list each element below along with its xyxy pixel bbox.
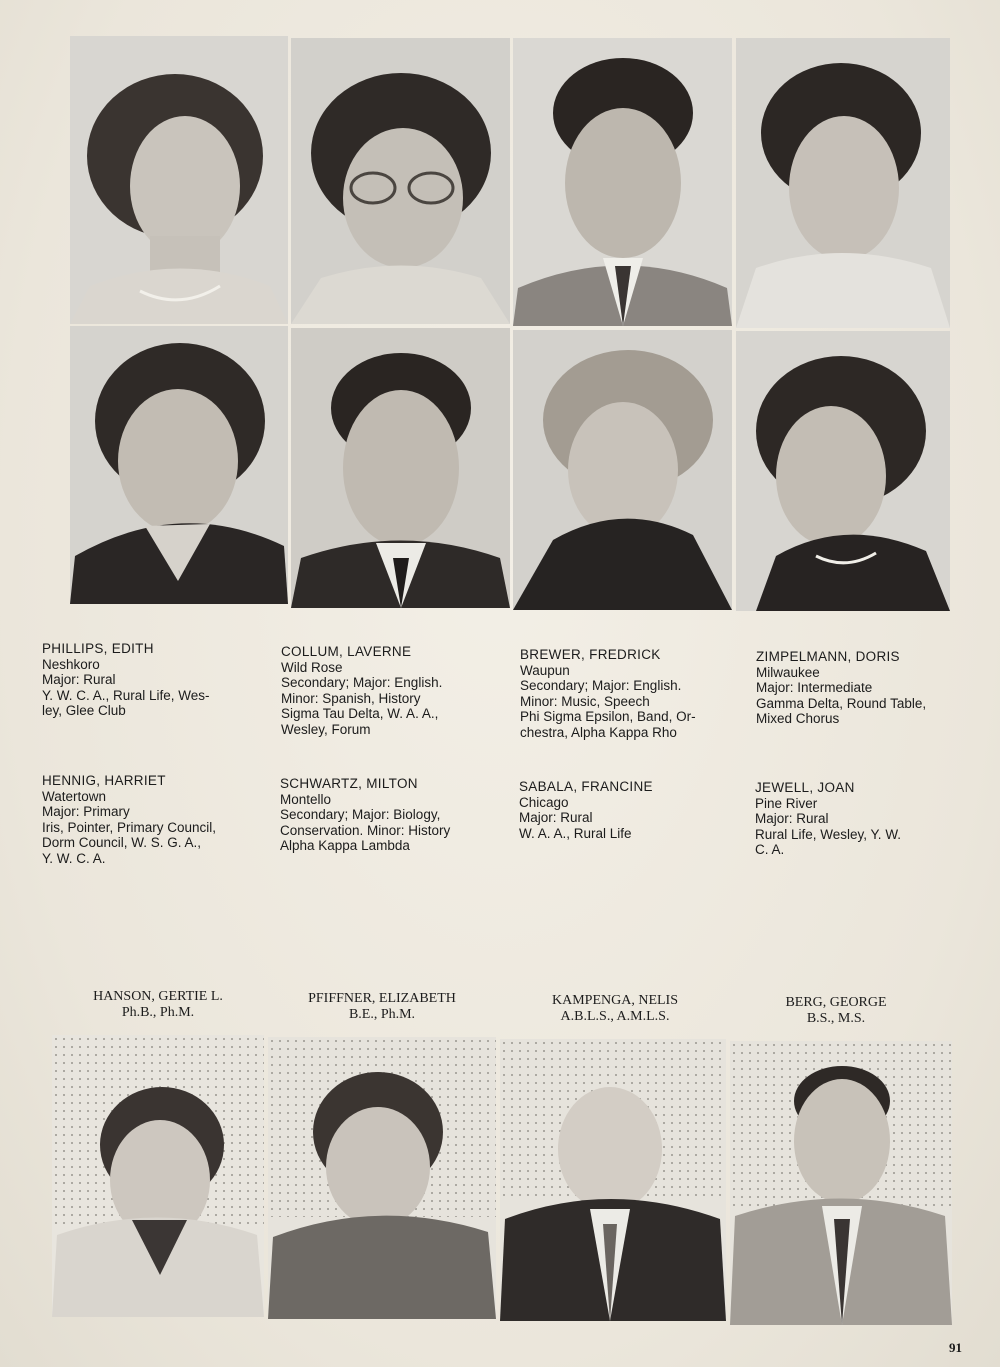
student-name: JEWELL, JOAN bbox=[755, 780, 855, 795]
faculty-degrees: Ph.B., Ph.M. bbox=[121, 1005, 195, 1020]
student-detail: Minor: Spanish, History bbox=[281, 690, 421, 706]
faculty-name: BERG, GEORGE bbox=[785, 995, 887, 1010]
student-detail: Dorm Council, W. S. G. A., bbox=[42, 835, 202, 850]
student-detail: C. A. bbox=[755, 842, 785, 857]
student-caption-7 bbox=[519, 779, 737, 841]
student-caption-3 bbox=[520, 647, 738, 740]
page-number: 91 bbox=[949, 1340, 962, 1355]
student-detail: Gamma Delta, Round Table, bbox=[756, 695, 927, 711]
student-detail: Minor: Music, Speech bbox=[520, 693, 650, 709]
student-name: BREWER, FREDRICK bbox=[520, 647, 661, 662]
student-name: COLLUM, LAVERNE bbox=[281, 644, 412, 659]
portrait-phillips-edith bbox=[70, 36, 288, 324]
student-hometown: Watertown bbox=[42, 788, 107, 804]
student-hometown: Neshkoro bbox=[42, 656, 100, 672]
student-detail: Alpha Kappa Lambda bbox=[280, 838, 410, 853]
student-detail: Major: Intermediate bbox=[756, 680, 873, 695]
student-detail: Iris, Pointer, Primary Council, bbox=[42, 819, 217, 835]
student-caption-1 bbox=[42, 641, 260, 719]
portrait-berg-george bbox=[730, 1041, 952, 1325]
portrait-zimpelmann-doris bbox=[736, 38, 950, 328]
student-name: HENNIG, HARRIET bbox=[42, 773, 166, 788]
faculty-caption-3 bbox=[505, 993, 725, 1025]
student-detail: Wesley, Forum bbox=[281, 721, 371, 737]
student-hometown: Wild Rose bbox=[281, 659, 343, 675]
student-name: PHILLIPS, EDITH bbox=[42, 641, 154, 656]
faculty-name: HANSON, GERTIE L. bbox=[93, 989, 223, 1004]
student-hometown: Montello bbox=[280, 791, 332, 807]
student-detail: Conservation. Minor: History bbox=[280, 822, 451, 838]
student-hometown: Chicago bbox=[519, 794, 569, 810]
student-caption-4 bbox=[756, 649, 974, 727]
student-detail: Y. W. C. A., Rural Life, Wes- bbox=[42, 687, 210, 703]
student-caption-8 bbox=[755, 780, 973, 858]
student-detail: Mixed Chorus bbox=[756, 711, 840, 726]
student-detail: Secondary; Major: English. bbox=[281, 675, 443, 690]
student-detail: Y. W. C. A. bbox=[42, 850, 106, 866]
portrait-schwartz-milton bbox=[291, 328, 510, 608]
portrait-brewer-fredrick bbox=[513, 38, 732, 326]
student-detail: Sigma Tau Delta, W. A. A., bbox=[281, 706, 439, 721]
student-detail: W. A. A., Rural Life bbox=[519, 825, 632, 841]
student-detail: Secondary; Major: Biology, bbox=[280, 807, 441, 822]
student-detail: ley, Glee Club bbox=[42, 703, 126, 718]
student-detail: Secondary; Major: English. bbox=[520, 678, 682, 693]
portrait-jewell-joan bbox=[736, 331, 950, 611]
student-caption-6 bbox=[280, 776, 498, 854]
student-caption-5 bbox=[42, 773, 260, 866]
student-detail: Major: Rural bbox=[519, 810, 593, 825]
student-name: SABALA, FRANCINE bbox=[519, 779, 653, 794]
student-detail: Phi Sigma Epsilon, Band, Or- bbox=[520, 709, 696, 724]
student-hometown: Waupun bbox=[520, 662, 570, 678]
faculty-name: KAMPENGA, NELIS bbox=[552, 993, 678, 1008]
student-name: SCHWARTZ, MILTON bbox=[280, 776, 418, 791]
student-detail: Major: Rural bbox=[755, 811, 829, 826]
portrait-collum-laverne bbox=[291, 38, 510, 324]
student-caption-2 bbox=[281, 644, 499, 737]
student-detail: chestra, Alpha Kappa Rho bbox=[520, 724, 677, 740]
faculty-degrees: B.S., M.S. bbox=[806, 1011, 866, 1026]
student-hometown: Milwaukee bbox=[756, 664, 820, 680]
faculty-degrees: A.B.L.S., A.M.L.S. bbox=[560, 1009, 670, 1024]
student-detail: Major: Rural bbox=[42, 672, 116, 687]
student-hometown: Pine River bbox=[755, 795, 818, 811]
faculty-caption-4 bbox=[726, 995, 946, 1027]
student-name: ZIMPELMANN, DORIS bbox=[756, 649, 900, 664]
portrait-hanson-gertie bbox=[52, 1035, 264, 1317]
portrait-sabala-francine bbox=[513, 330, 732, 610]
faculty-degrees: B.E., Ph.M. bbox=[348, 1007, 416, 1022]
student-detail: Major: Primary bbox=[42, 804, 130, 819]
student-detail: Rural Life, Wesley, Y. W. bbox=[755, 826, 902, 842]
faculty-caption-2 bbox=[272, 991, 492, 1023]
portrait-pfiffner-elizabeth bbox=[268, 1037, 496, 1319]
portrait-hennig-harriet bbox=[70, 326, 288, 604]
faculty-name: PFIFFNER, ELIZABETH bbox=[308, 991, 456, 1006]
faculty-caption-1 bbox=[48, 989, 268, 1021]
portrait-kampenga-nelis bbox=[500, 1039, 726, 1321]
